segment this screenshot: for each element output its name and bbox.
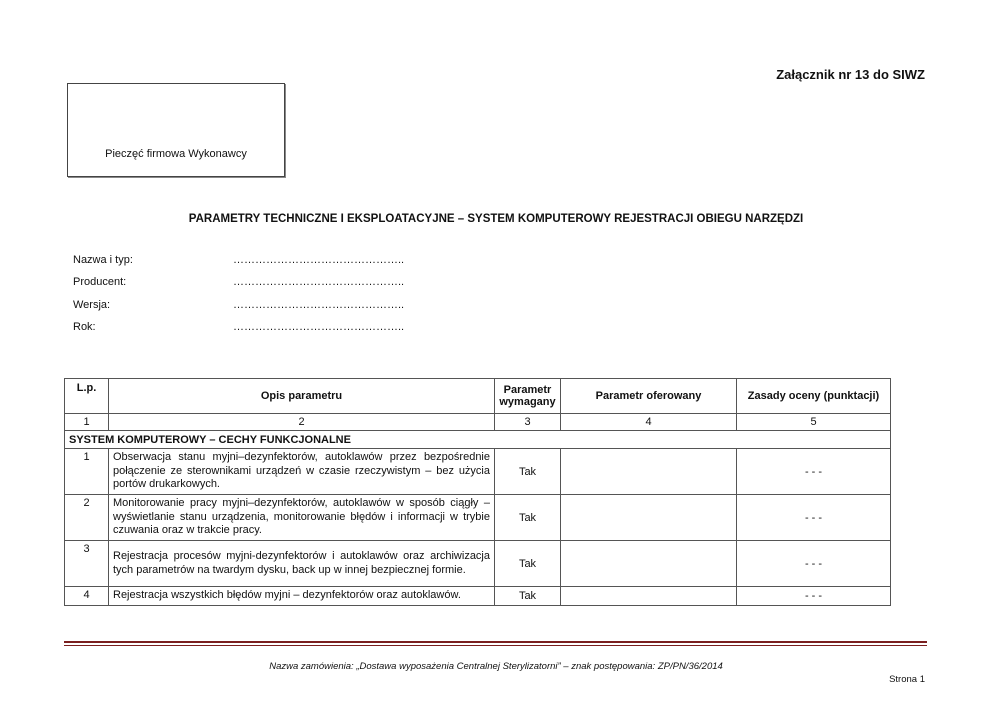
row-required: Tak (495, 541, 561, 587)
column-number: 4 (561, 414, 737, 431)
row-offered-cell[interactable] (561, 541, 737, 587)
footer-divider-thin (64, 645, 927, 646)
row-required: Tak (495, 495, 561, 541)
row-lp: 4 (65, 587, 109, 606)
footer-order-name: Nazwa zamówienia: „Dostawa wyposażenia Centralnej Sterylizatorni” – znak postępowania: ZP/PN/36/2014 (269, 661, 723, 672)
column-number: 1 (65, 414, 109, 431)
column-number: 3 (495, 414, 561, 431)
field-row-year (73, 321, 404, 343)
header-required: Parametr wymagany (495, 379, 561, 414)
row-description: Rejestracja wszystkich błędów myjni – dezynfektorów oraz autoklawów. (109, 587, 495, 606)
row-lp: 3 (65, 541, 109, 587)
row-description: Monitorowanie pracy myjni–dezynfektorów, autoklawów w sposób ciągły – wyświetlanie stanu urządzenia, monitorowanie błędów i informacji w trybie czuwania oraz w trakcie pracy. (109, 495, 495, 541)
field-label: Producent: (73, 276, 127, 289)
row-description: Obserwacja stanu myjni–dezynfektorów, autoklawów przez bezpośrednie połączenie ze sterownikami urządzeń w czasie rzeczywistym – bez użycia portów drukarkowych. (109, 449, 495, 495)
row-offered-cell[interactable] (561, 449, 737, 495)
header-lp: L.p. (65, 379, 109, 414)
field-row-version (73, 299, 404, 321)
company-stamp-box (67, 83, 285, 177)
header-offered: Parametr oferowany (561, 379, 737, 414)
footer-divider-thick (64, 641, 927, 643)
field-value: ……………………………………….. (233, 320, 405, 333)
document-title: PARAMETRY TECHNICZNE I EKSPLOATACYJNE – SYSTEM KOMPUTEROWY REJESTRACJI OBIEGU NARZĘDZI (188, 213, 804, 225)
product-fields (73, 254, 404, 343)
row-score: - - - (737, 587, 891, 606)
field-value: ……………………………………….. (233, 298, 405, 311)
table-row (65, 587, 891, 606)
row-offered-cell[interactable] (561, 587, 737, 606)
row-lp: 2 (65, 495, 109, 541)
header-scoring: Zasady oceny (punktacji) (737, 379, 891, 414)
row-offered-cell[interactable] (561, 495, 737, 541)
page-number: Strona 1 (889, 674, 925, 685)
field-value: ……………………………………….. (233, 276, 405, 289)
field-row-name (73, 254, 404, 276)
row-description: Rejestracja procesów myjni-dezynfektorów i autoklawów oraz archiwizacja tych parametrów na twardym dysku, back up w innej bezpiecznej formie. (109, 541, 495, 587)
row-score: - - - (737, 449, 891, 495)
table-row (65, 449, 891, 495)
field-row-producer (73, 276, 404, 298)
row-required: Tak (495, 587, 561, 606)
column-number: 2 (109, 414, 495, 431)
column-number-row (65, 414, 891, 431)
row-score: - - - (737, 541, 891, 587)
row-required: Tak (495, 449, 561, 495)
header-description: Opis parametru (109, 379, 495, 414)
table-row (65, 541, 891, 587)
row-lp: 1 (65, 449, 109, 495)
table-header-row (65, 379, 891, 414)
row-score: - - - (737, 495, 891, 541)
table-row (65, 495, 891, 541)
section-row (65, 431, 891, 449)
field-label: Nazwa i typ: (73, 254, 133, 266)
column-number: 5 (737, 414, 891, 431)
stamp-label: Pieczęć firmowa Wykonawcy (105, 148, 247, 160)
parameters-table (64, 378, 891, 606)
section-heading: SYSTEM KOMPUTEROWY – CECHY FUNKCJONALNE (65, 431, 891, 449)
field-label: Rok: (73, 320, 96, 333)
field-value: ……………………………………….. (233, 254, 405, 266)
annex-label: Załącznik nr 13 do SIWZ (776, 67, 925, 82)
field-label: Wersja: (73, 298, 111, 311)
